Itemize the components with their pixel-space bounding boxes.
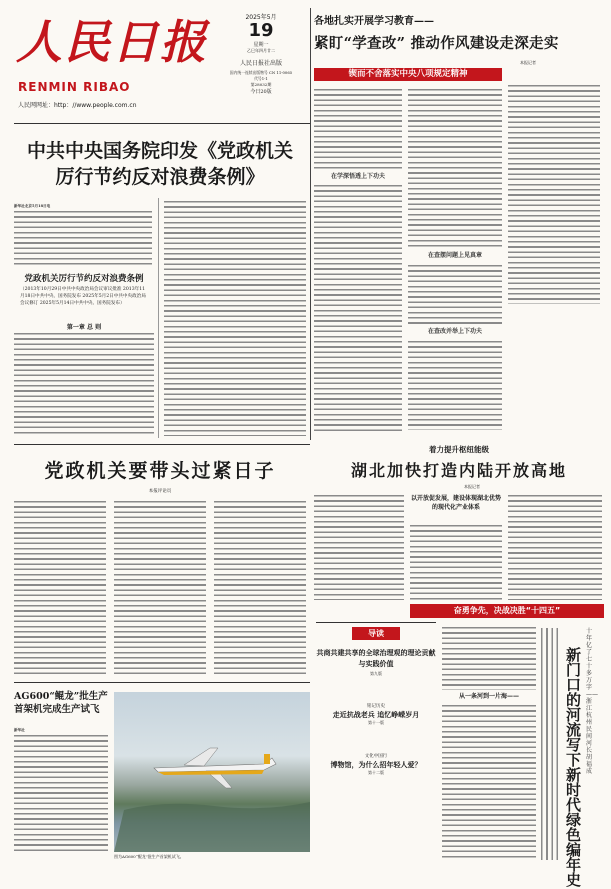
guide-label: 导读 [352, 627, 400, 640]
date-day: 19 [248, 20, 274, 41]
story-kicker: 各地扎实开展学习教育—— [314, 16, 434, 27]
publisher: 人民日报社出版 [239, 60, 282, 67]
guide-item-2-page: 第十一版 [368, 720, 384, 725]
hubei-col-1 [314, 494, 404, 600]
aircraft-headline[interactable]: AG600“鲲龙”批生产首架机完成生产试飞 [14, 691, 108, 715]
lunar-date: 乙巳年四月廿二 [247, 48, 275, 53]
topic-banner: 锲而不舍落实中央八项规定精神 [314, 68, 502, 81]
commentary-byline: 本报评论员 [148, 489, 172, 494]
guide-item-3-page: 第十二版 [368, 770, 384, 775]
top-right-story [314, 8, 604, 440]
guide-item-1-page: 第九版 [370, 671, 382, 676]
hubei-headline[interactable]: 湖北加快打造内陆开放高地 [350, 461, 567, 480]
lead-headline[interactable]: 中共中央国务院印发《党政机关厉行节约反对浪费条例》 [26, 140, 293, 188]
weekday: 星期一 [253, 42, 269, 48]
aircraft-dateline-text: 新华社 [14, 728, 25, 732]
river-headline[interactable]: 新门口的河流写下新时代绿色编年史 [566, 646, 582, 889]
story-byline: 本报记者 [520, 60, 536, 65]
aircraft-body [14, 734, 108, 854]
issue-number: 第28032期 [250, 82, 272, 87]
commentary-col-2 [114, 500, 206, 676]
hubei-col-3 [508, 494, 602, 600]
river-body-right [540, 628, 562, 860]
aircraft-story [14, 686, 310, 866]
guide-item-2-kicker: 铭记历史 [367, 704, 385, 709]
hubei-kicker: 着力提升枢纽能级 [429, 445, 489, 454]
date-box [218, 12, 304, 112]
lead-body-left [14, 210, 152, 268]
subhead-2: 在查摆问题上见真章 [427, 252, 482, 259]
story-column-1 [314, 88, 402, 436]
subhead-1: 在学深悟透上下功夫 [330, 173, 385, 180]
cn-code: 国内统一连续出版物号 CN 11-0065 [229, 70, 293, 75]
campaign-banner: 奋勇争先，决战决胜“十四五” [410, 604, 604, 618]
newspaper-logo: 人民日报 [16, 15, 208, 69]
hubei-byline: 本报记者 [464, 484, 480, 489]
guide-item-3[interactable] [316, 753, 436, 799]
hubei-subhead: 以开放促发展，建设体现湖北优势的现代化产业体系 [410, 495, 501, 511]
chapter-heading: 第一章 总 则 [66, 324, 102, 331]
guide-item-1-title: 共商共建共享的全球治理观的理论贡献与实践价值 [316, 648, 436, 668]
guide-item-3-kicker: 文化中国行 [364, 754, 388, 759]
commentary-headline[interactable]: 党政机关要带头过紧日子 [44, 460, 276, 482]
lead-body-right [164, 200, 306, 436]
commentary [14, 448, 306, 680]
story-column-2 [408, 88, 502, 436]
dateline-text: 新华社北京5月18日电 [14, 204, 51, 208]
guide-item-1[interactable] [316, 647, 436, 697]
commentary-col-1 [14, 500, 106, 676]
website-url[interactable]: 人民网网址：http：//www.people.com.cn [18, 102, 137, 109]
lead-dateline [14, 204, 152, 209]
regulation-title[interactable]: 党政机关厉行节约反对浪费条例 [24, 274, 144, 284]
aircraft-photo [114, 692, 310, 852]
lead-story [14, 128, 306, 444]
page-count: 今日20版 [250, 89, 272, 95]
subhead-3: 在查改并举上下功夫 [427, 328, 482, 335]
masthead [14, 8, 306, 126]
guide-box [316, 622, 436, 860]
postal-code: 代号1-1 [254, 76, 268, 81]
date-year-month: 2025年5月 [245, 14, 277, 21]
seaplane-icon [114, 692, 310, 852]
river-subhead: 从一条河到一片海—— [458, 693, 519, 700]
river-kicker: 十年亿了七十多万字——浙江杭州民间河长胡福成 [586, 628, 598, 775]
story-headline[interactable]: 紧盯“学查改” 推动作风建设走深走实 [314, 35, 559, 52]
guide-item-2[interactable] [316, 703, 436, 749]
pinyin-title: RENMIN RIBAO [18, 80, 131, 94]
regulation-body [14, 332, 154, 436]
river-body-left [442, 626, 536, 860]
aircraft-dateline [14, 728, 108, 733]
commentary-col-3 [214, 500, 306, 676]
guide-item-2-title: 走近抗战老兵 追忆峥嵘岁月 [332, 710, 420, 719]
guide-item-3-title: 博物馆，为什么招年轻人爱？ [330, 760, 422, 769]
story-column-3 [508, 84, 600, 304]
hubei-col-2 [410, 524, 502, 600]
regulation-note: （2013年10月29日中共中央政治局会议审议批准 2013年11月18日中共中央、国务院发布 2025年5月2日中共中央政治局会议修订 2025年5月14日中共中央、国务院发布） [20, 287, 146, 306]
aircraft-caption: 图为AG600“鲲龙”批生产首架机试飞。 [114, 854, 184, 859]
